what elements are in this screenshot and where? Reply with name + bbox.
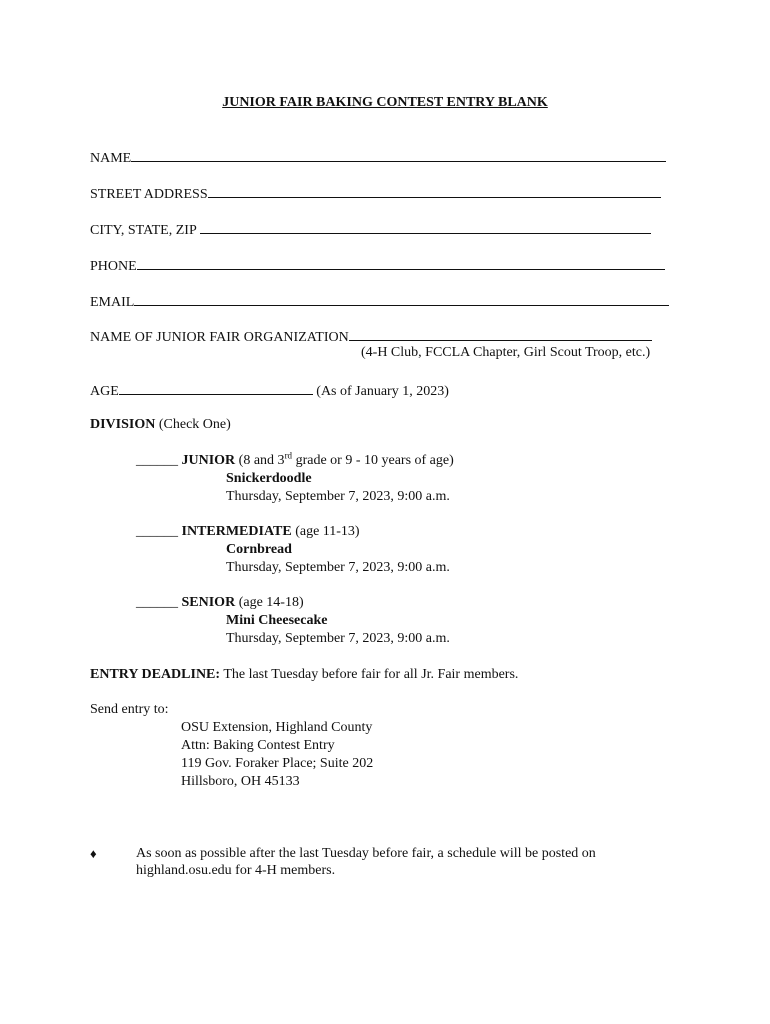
junior-desc: (8 and 3rd grade or 9 - 10 years of age) (238, 450, 454, 468)
city-label: CITY, STATE, ZIP (90, 223, 197, 238)
junior-checkbox[interactable]: ______ (136, 453, 178, 468)
senior-desc: (age 14-18) (238, 595, 304, 610)
send-label: Send entry to: (90, 702, 169, 717)
entry-deadline (90, 666, 518, 683)
junior-option (136, 452, 454, 469)
division-hint: (Check One) (158, 417, 231, 432)
email-field (90, 292, 669, 311)
age-blank[interactable] (119, 381, 313, 395)
intermediate-checkbox[interactable]: ______ (136, 524, 178, 539)
street-field (90, 184, 661, 203)
age-field (90, 381, 449, 400)
name-label: NAME (90, 151, 132, 166)
page-title: JUNIOR FAIR BAKING CONTEST ENTRY BLANK (222, 95, 548, 110)
city-field (90, 220, 651, 239)
intermediate-date: Thursday, September 7, 2023, 9:00 a.m. (226, 560, 450, 575)
org-blank[interactable] (349, 327, 652, 341)
email-blank[interactable] (134, 292, 669, 306)
intermediate-label: INTERMEDIATE (181, 524, 292, 539)
diamond-bullet-icon: ♦ (90, 846, 97, 861)
junior-date: Thursday, September 7, 2023, 9:00 a.m. (226, 489, 450, 504)
intermediate-desc: (age 11-13) (295, 524, 360, 539)
street-blank[interactable] (208, 184, 661, 198)
senior-option (136, 594, 304, 611)
intermediate-option (136, 523, 360, 540)
senior-checkbox[interactable]: ______ (136, 595, 178, 610)
deadline-label: ENTRY DEADLINE: (90, 667, 221, 682)
org-hint: (4-H Club, FCCLA Chapter, Girl Scout Troop, etc.) (361, 345, 651, 360)
org-label: NAME OF JUNIOR FAIR ORGANIZATION (90, 330, 349, 345)
note-line: highland.osu.edu for 4-H members. (136, 863, 336, 878)
phone-blank[interactable] (137, 256, 665, 270)
senior-date: Thursday, September 7, 2023, 9:00 a.m. (226, 631, 450, 646)
senior-item: Mini Cheesecake (226, 613, 328, 628)
senior-label: SENIOR (181, 595, 236, 610)
city-blank[interactable] (200, 220, 651, 234)
division-label: DIVISION (90, 417, 156, 432)
intermediate-item: Cornbread (226, 542, 292, 557)
address-line: OSU Extension, Highland County (181, 720, 373, 735)
age-label: AGE (90, 384, 119, 399)
email-label: EMAIL (90, 295, 135, 310)
phone-label: PHONE (90, 259, 137, 274)
deadline-text: The last Tuesday before fair for all Jr. Fair members. (223, 667, 519, 682)
phone-field (90, 256, 665, 275)
name-field (90, 148, 666, 167)
address-line: Hillsboro, OH 45133 (181, 774, 300, 789)
junior-item: Snickerdoodle (226, 471, 312, 486)
junior-label: JUNIOR (181, 453, 236, 468)
division-heading (90, 416, 231, 433)
street-label: STREET ADDRESS (90, 187, 208, 202)
address-line: 119 Gov. Foraker Place; Suite 202 (181, 756, 374, 771)
note-line: As soon as possible after the last Tuesday before fair, a schedule will be posted on (136, 846, 596, 861)
age-note: (As of January 1, 2023) (316, 384, 449, 399)
address-line: Attn: Baking Contest Entry (181, 738, 335, 753)
name-blank[interactable] (131, 148, 666, 162)
